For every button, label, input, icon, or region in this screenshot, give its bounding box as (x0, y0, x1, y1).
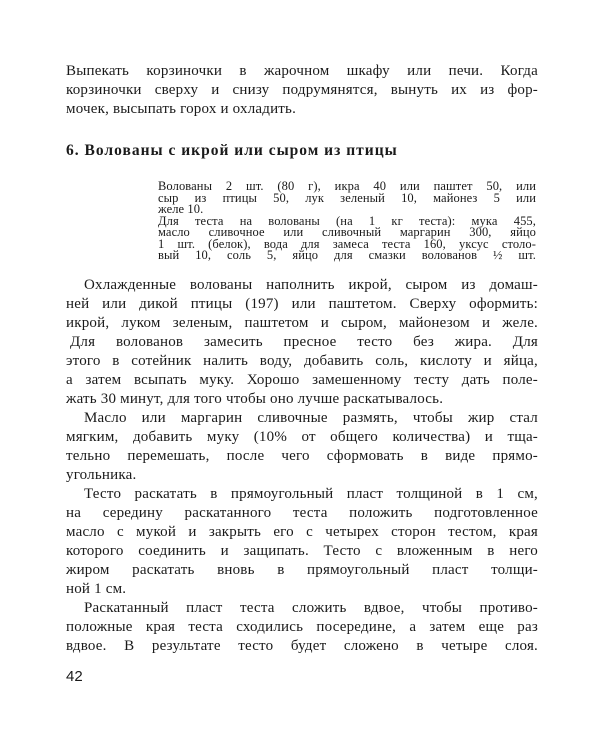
body-paragraph-2 (66, 333, 538, 409)
body-paragraph-1 (66, 276, 538, 333)
text-line: Раскатанный пласт теста сложить вдвое, чтобы противо- (84, 600, 538, 616)
body-paragraph-5 (66, 599, 538, 656)
text-line: Выпекать корзиночки в жарочном шкафу или печи. Когда (66, 63, 538, 79)
intro-paragraph (66, 62, 538, 119)
text-line: Охлажденные волованы наполнить икрой, сыром из домаш- (84, 277, 538, 293)
text-line: положные края теста сходились посередине, а затем еще раз (66, 619, 538, 635)
ingredients-line: желе 10. (158, 202, 204, 216)
text-line: тельно перемешать, после чего сформовать в виде прямо- (66, 448, 538, 464)
text-line: ной 1 см. (66, 581, 127, 597)
text-line: вдвое. В результате тесто будет сложено в четыре слоя. (66, 638, 538, 654)
body-paragraph-3 (66, 409, 538, 485)
text-line: этого в сотейник налить воду, добавить соль, кислоту и яйца, (66, 353, 538, 369)
text-line: жать 30 минут, для того чтобы оно лучше раскатывалось. (66, 391, 444, 407)
ingredients-line: сыр из птицы 50, лук зеленый 10, майонез 5 или (158, 190, 536, 205)
ingredients-line: Для теста на волованы (на 1 кг теста): мука 455, (158, 213, 536, 228)
text-line: масло с мукой и закрыть его с четырех сторон тестом, края (66, 524, 538, 540)
text-line: Тесто раскатать в прямоугольный пласт толщиной в 1 см, (84, 486, 538, 502)
text-line: Для волованов замесить пресное тесто без жира. Для (70, 334, 538, 350)
text-line: на середину раскатанного теста положить подготовленное (66, 505, 538, 521)
text-line: а затем всыпать муку. Хорошо замешенному тесту дать поле- (66, 372, 538, 388)
text-line: которого соединить и защипать. Тесто с вложенным в него (66, 543, 538, 559)
text-line: ней или дикой птицы (197) или паштетом. Сверху оформить: (66, 296, 538, 312)
ingredients-line: Волованы 2 шт. (80 г), икра 40 или паштет 50, или (158, 179, 536, 193)
text-line: икрой, луком зеленым, паштетом и сыром, майонезом и желе. (66, 315, 538, 331)
ingredients-line: 1 шт. (белок), вода для замеса теста 160, уксус столо- (158, 236, 536, 251)
page-number: 42 (66, 668, 83, 685)
text-line: Масло или маргарин сливочные размять, чтобы жир стал (84, 410, 538, 426)
text-line: корзиночки сверху и снизу подрумянятся, вынуть их из фор- (66, 82, 538, 98)
body-paragraph-4 (66, 485, 538, 599)
text-line: жиром раскатать вновь в прямоугольный пласт толщи- (66, 562, 538, 578)
text-line: угольника. (66, 467, 137, 483)
ingredients-block (158, 181, 536, 262)
ingredients-line: масло сливочное или сливочный маргарин 300, яйцо (158, 225, 536, 239)
text-line: мочек, высыпать горох и охладить. (66, 101, 297, 117)
ingredients-line: вый 10, соль 5, яйцо для смазки волованов ½ шт. (158, 248, 536, 262)
text-line: мягким, добавить муку (10% от общего количества) и тща- (66, 429, 538, 445)
recipe-title: 6. Волованы с икрой или сыром из птицы (66, 142, 398, 159)
